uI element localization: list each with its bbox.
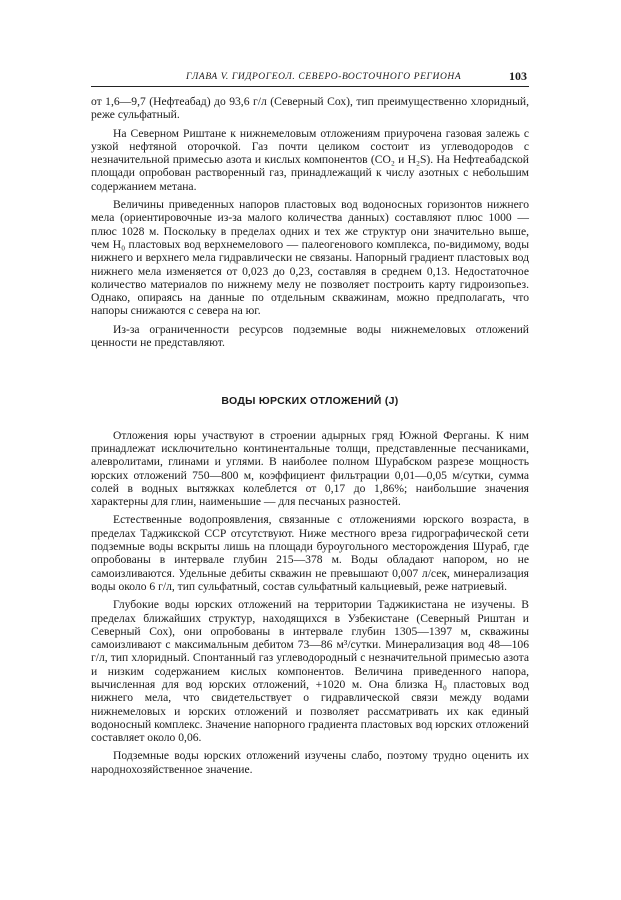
paragraph: от 1,6—9,7 (Нефтеабад) до 93,6 г/л (Северный Сох), тип преимущественно хлоридный, реже сульфатный. — [91, 95, 529, 122]
paragraph: Естественные водопроявления, связанные с отложениями юрского возраста, в пределах Таджикской ССР отсутствуют. Ниже местного вреза гидрографической сети подземные воды вскрыты лишь на площади буроугольного месторождения Шураб, где опробованы в интервале глубин 215—378 м. Воды обладают напором, но не самоизливаются. Удельные дебиты скважин не превышают 0,007 л/сек, минерализация воды около 6 г/л, тип сульфатный, состав сульфатный кальциевый, реже натриевый. — [91, 513, 529, 593]
main-text — [91, 95, 529, 776]
paragraph: Подземные воды юрских отложений изучены слабо, поэтому трудно оценить их народнохозяйственное значение. — [91, 749, 529, 776]
paragraph: Отложения юры участвуют в строении адырных гряд Южной Ферганы. К ним принадлежат исключительно континентальные толщи, представленные песчаниками, алевролитами, глинами и углями. В наиболее полном Шурабском разрезе мощность юрских отложений 750—800 м, коэффициент фильтрации 0,01—0,05 м/сутки, сумма солей в водных вытяжках колеблется от 0,17 до 1,86%; наибольшие значения характерны для глин, наименьшие — для песчаных разностей. — [91, 428, 529, 509]
running-header — [91, 66, 529, 87]
paragraph: Из-за ограниченности ресурсов подземные воды нижнемеловых отложений ценности не представляют. — [91, 322, 529, 350]
chapter-title: ГЛАВА V. ГИДРОГЕОЛ. СЕВЕРО-ВОСТОЧНОГО РЕГИОНА — [186, 72, 462, 82]
paragraph: На Северном Риштане к нижнемеловым отложениям приурочена газовая залежь с узкой нефтяной оторочкой. Газ почти целиком состоит из углеводородов с незначительной примесью азота и кислых компонентов (CO₂ и H₂S). На Нефтеабадской площади опробован растворенный газ, принадлежащий к числу азотных с небольшим содержанием метана. — [91, 126, 529, 193]
section-heading: ВОДЫ ЮРСКИХ ОТЛОЖЕНИЙ (J) — [221, 395, 399, 408]
paragraph: Глубокие воды юрских отложений на территории Таджикистана не изучены. В пределах ближайших структур, находящихся в Узбекистане (Северный Риштан и Северный Сох), они опробованы в интервале глубин 1305—1397 м, скважины самоизливают с максимальным дебитом 73—86 м³/сутки. Минерализация вод 48—106 г/л, тип хлоридный. Спонтанный газ углеводородный с незначительной примесью азота и низким содержанием кислых компонентов. Величина приведенного напора, вычисленная для вод юрских отложений, +1020 м. Она близка H₀ пластовых вод нижнего мела, что свидетельствует о гидравлической связи между водами нижнемеловых и юрских отложений и позволяет рассматривать их как единый водоносный комплекс. Значение напорного градиента пластовых вод юрских отложений составляет около 0,06. — [91, 598, 529, 745]
book-page — [91, 66, 529, 781]
paragraph: Величины приведенных напоров пластовых вод водоносных горизонтов нижнего мела (ориентировочные из-за малого количества данных) составляют плюс 1000 — плюс 1028 м. Поскольку в пределах одних и тех же структур они значительно выше, чем H₀ пластовых вод верхнемелового — палеогенового комплекса, по-видимому, воды нижнего и верхнего мела гидравлически не связаны. Напорный градиент пластовых вод нижнего мела изменяется от 0,023 до 0,23, составляя в среднем 0,13. Недостаточное количество материалов по нижнему мелу не позволяет построить карту гидроизопьез. Однако, опираясь на данные по отдельным скважинам, можно предполагать, что напоры снижаются с севера на юг. — [91, 198, 529, 318]
page-number: 103 — [509, 69, 527, 83]
